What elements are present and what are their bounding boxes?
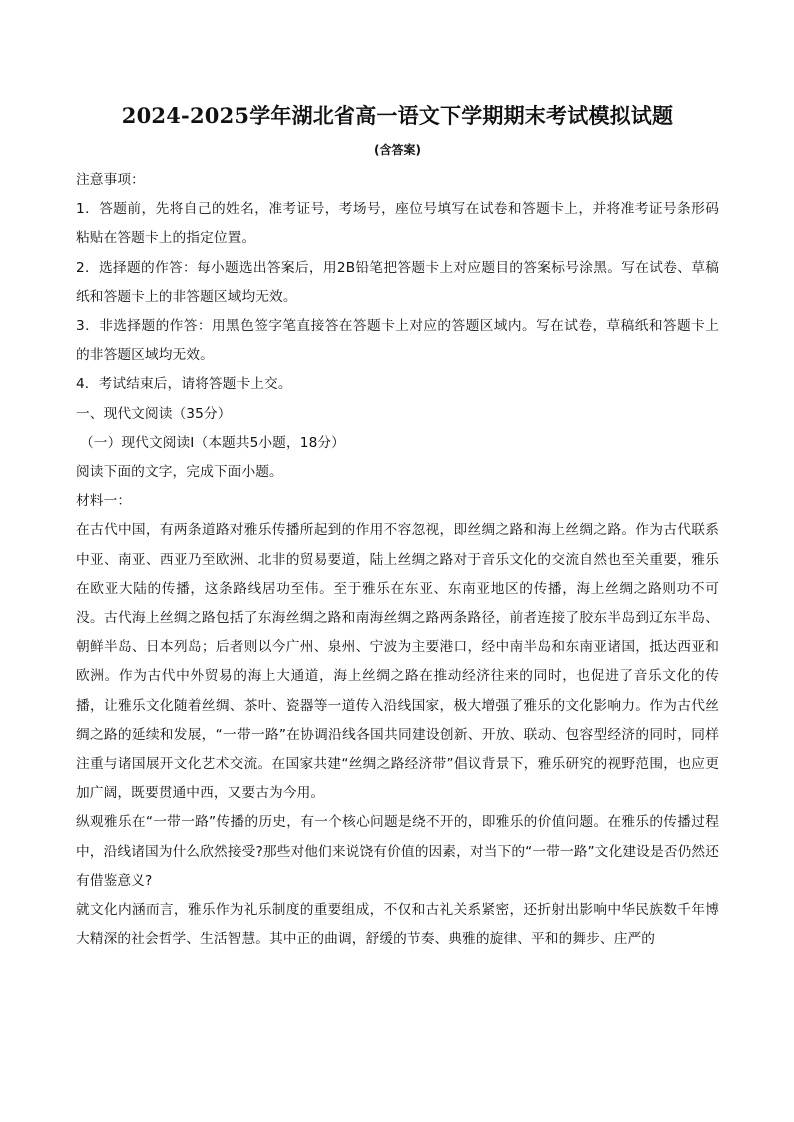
notice-item: 2．选择题的作答：每小题选出答案后，用2B铅笔把答题卡上对应题目的答案标号涂黑。写在试卷、草稿纸和答题卡上的非答题区域均无效。 [76,259,719,305]
notice-item: 4．考试结束后，请将答题卡上交。 [76,376,292,393]
section-heading: 一、现代文阅读（35分） [76,405,232,422]
notice-item: 1．答题前，先将自己的姓名，准考证号，考场号，座位号填写在试卷和答题卡上，并将准考证号条形码粘贴在答题卡上的指定位置。 [76,201,719,247]
material-paragraph: 就文化内涵而言，雅乐作为礼乐制度的重要组成，不仅和古礼关系紧密，还折射出影响中华民族数千年博大精深的社会哲学、生活智慧。其中正的曲调，舒缓的节奏、典雅的旋律、平和的舞步、庄严的 [76,902,719,948]
document-subtitle: (含答案) [374,143,421,157]
material-paragraph: 在古代中国，有两条道路对雅乐传播所起到的作用不容忽视，即丝绸之路和海上丝绸之路。作为古代联系中亚、南亚、西亚乃至欧洲、北非的贸易要道，陆上丝绸之路对于音乐文化的交流自然也至关重要，雅乐在欧亚大陆的传播，这条路线居功至伟。至于雅乐在东亚、东南亚地区的传播，海上丝绸之路则功不可没。古代海上丝绸之路包括了东海丝绸之路和南海丝绸之路两条路径，前者连接了胶东半岛到辽东半岛、朝鲜半岛、日本列岛；后者则以今广州、泉州、宁波为主要港口，经中南半岛和东南亚诸国，抵达西亚和欧洲。作为古代中外贸易的海上大通道，海上丝绸之路在推动经济往来的同时，也促进了音乐文化的传播，让雅乐文化随着丝绸、茶叶、瓷器等一道传入沿线国家，极大增强了雅乐的文化影响力。作为古代丝绸之路的延续和发展，“一带一路”在协调沿线各国共同建设创新、开放、联动、包容型经济的同时，同样注重与诸国展开文化艺术交流。在国家共建“丝绸之路经济带”倡议背景下，雅乐研究的视野范围，也应更加广阔，既要贯通中西，又要古为今用。 [76,522,719,802]
document-title: 2024-2025学年湖北省高一语文下学期期末考试模拟试题 [121,103,674,128]
material-paragraph: 纵观雅乐在“一带一路”传播的历史，有一个核心问题是绕不开的，即雅乐的价值问题。在雅乐的传播过程中，沿线诸国为什么欣然接受?那些对他们来说饶有价值的因素，对当下的“一带一路”文化建设是否仍然还有借鉴意义? [76,814,719,889]
material-label: 材料一： [76,493,132,510]
subsection-heading: （一）现代文阅读Ⅰ（本题共5小题，18分） [80,434,345,451]
notice-heading: 注意事项： [76,172,145,188]
reading-instruction: 阅读下面的文字，完成下面小题。 [76,464,283,481]
notice-item: 3．非选择题的作答：用黑色签字笔直接答在答题卡上对应的答题区域内。写在试卷，草稿纸和答题卡上的非答题区域均无效。 [76,318,719,364]
document-body [76,166,719,954]
